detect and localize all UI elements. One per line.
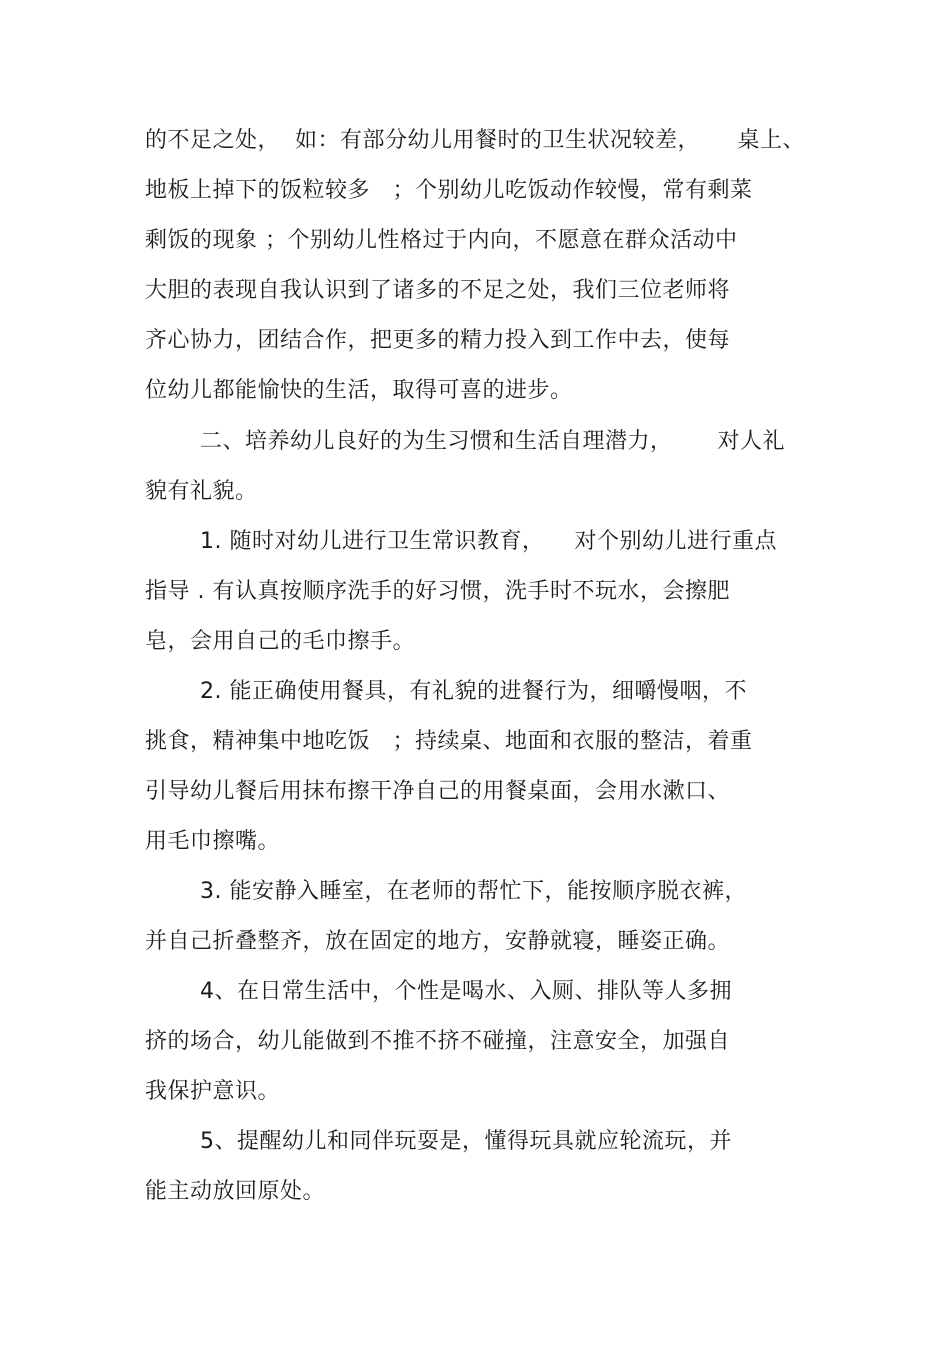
text-line: 引导幼儿餐后用抹布擦干净自己的用餐桌面，会用水漱口、 — [145, 779, 731, 804]
text-line: 能主动放回原处。 — [145, 1179, 326, 1204]
list-item-5: 5、提醒幼儿和同伴玩耍是，懂得玩具就应轮流玩，并 — [200, 1129, 732, 1154]
text-line: 挤的场合，幼儿能做到不推不挤不碰撞，注意安全，加强自 — [145, 1029, 731, 1054]
text-line: 我保护意识。 — [145, 1079, 281, 1104]
text-line: 剩饭的现象 ；个别幼儿性格过于内向，不愿意在群众活动中 — [145, 228, 738, 253]
text-line: 齐心协力，团结合作，把更多的精力投入到工作中去，使每 — [145, 328, 731, 353]
text-line: 并自己折叠整齐，放在固定的地方，安静就寝，睡姿正确。 — [145, 929, 731, 954]
text-line: 貌有礼貌。 — [145, 479, 258, 504]
text-line: 用毛巾擦嘴。 — [145, 829, 281, 854]
list-item-4: 4、在日常生活中，个性是喝水、入厕、排队等人多拥 — [200, 979, 732, 1004]
text-line: 的不足之处， 如：有部分幼儿用餐时的卫生状况较差， 桌上、 — [145, 128, 805, 153]
text-line: 皂，会用自己的毛巾擦手。 — [145, 629, 416, 654]
list-item-1: 1. 随时对幼儿进行卫生常识教育， 对个别幼儿进行重点 — [200, 529, 777, 554]
text-line: 指导 . 有认真按顺序洗手的好习惯，洗手时不玩水，会擦肥 — [145, 579, 730, 604]
list-item-3: 3. 能安静入睡室，在老师的帮忙下，能按顺序脱衣裤， — [200, 879, 747, 904]
text-line: 大胆的表现自我认识到了诸多的不足之处，我们三位老师将 — [145, 278, 731, 303]
text-line: 挑食，精神集中地吃饭 ；持续桌、地面和衣服的整洁，着重 — [145, 729, 753, 754]
list-item-2: 2. 能正确使用餐具，有礼貌的进餐行为，细嚼慢咽，不 — [200, 679, 747, 704]
text-line: 地板上掉下的饭粒较多 ；个别幼儿吃饭动作较慢，常有剩菜 — [145, 178, 753, 203]
section-heading: 二、培养幼儿良好的为生习惯和生活自理潜力， 对人礼 — [200, 429, 785, 454]
text-line: 位幼儿都能愉快的生活，取得可喜的进步。 — [145, 378, 573, 403]
